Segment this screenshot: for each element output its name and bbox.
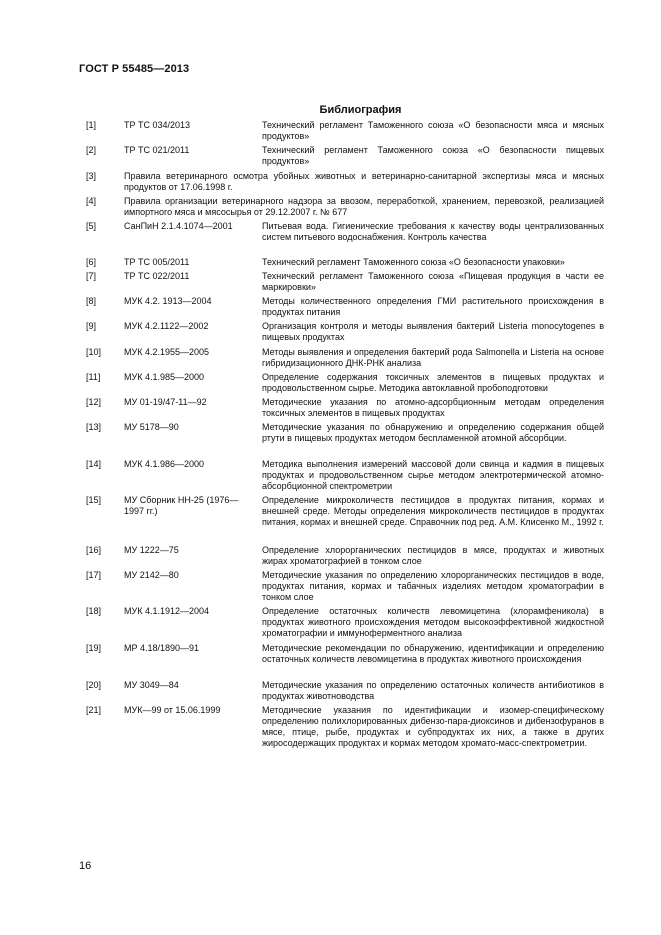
bib-description: Технический регламент Таможенного союза «О безопасности мяса и мясных продуктов» bbox=[262, 120, 604, 141]
bib-description: Организация контроля и методы выявления бактерий Listeria monocytogenes в пищевых продуктах bbox=[262, 321, 604, 342]
bib-number: [4] bbox=[86, 196, 97, 206]
bib-number: [6] bbox=[86, 257, 97, 267]
bib-code: МУК 4.1.986—2000 bbox=[124, 459, 205, 469]
bib-code: МР 4.18/1890—91 bbox=[124, 643, 200, 653]
bib-description: Определение хлорорганических пестицидов в мясе, продуктах и животных жирах хроматографией в тонком слое bbox=[262, 545, 604, 566]
bib-description: Технический регламент Таможенного союза «О безопасности упаковки» bbox=[262, 257, 565, 267]
bib-number: [13] bbox=[86, 422, 102, 432]
bib-code: ТР ТС 021/2011 bbox=[124, 145, 190, 155]
bib-code: МУК 4.2.1122—2002 bbox=[124, 321, 209, 331]
bib-number: [7] bbox=[86, 271, 97, 281]
bib-number: [5] bbox=[86, 221, 97, 231]
bib-description: Методы выявления и определения бактерий рода Salmonella и Listeria на основе гибридизационного ДНК-РНК анализа bbox=[262, 347, 604, 368]
bib-number: [3] bbox=[86, 171, 97, 181]
bib-code: МУК 4.1.1912—2004 bbox=[124, 606, 210, 616]
bib-number: [14] bbox=[86, 459, 102, 469]
bib-description: Питьевая вода. Гигиенические требования к качеству воды централизованных систем питьевого водоснабжения. Контроль качества bbox=[262, 221, 604, 242]
bib-code: МУК 4.1.985—2000 bbox=[124, 372, 205, 382]
bib-number: [9] bbox=[86, 321, 97, 331]
bib-description: Методические рекомендации по обнаружению, идентификации и определению остаточных количеств левомицетина в продуктах животного происхождения bbox=[262, 643, 604, 664]
bib-number: [19] bbox=[86, 643, 102, 653]
bib-number: [12] bbox=[86, 397, 102, 407]
bib-number: [15] bbox=[86, 495, 102, 505]
bib-description: Методические указания по определению хлорорганических пестицидов в воде, продуктах питания, кормах и табачных изделиях методом хроматографии в тонком слое bbox=[262, 570, 604, 602]
bib-number: [21] bbox=[86, 705, 102, 715]
bib-code: СанПиН 2.1.4.1074—2001 bbox=[124, 221, 233, 231]
bib-number: [18] bbox=[86, 606, 102, 616]
bib-code: МУК 4.2. 1913—2004 bbox=[124, 296, 212, 306]
bib-description: Методические указания по атомно-адсорбционным методам определения токсичных элементов в пищевых продуктах bbox=[262, 397, 604, 418]
bib-description: Методика выполнения измерений массовой доли свинца и кадмия в пищевых продуктах и продовольственном сырье методом электротермической атомно-абсорбционной спектрометрии bbox=[262, 459, 604, 491]
standard-header: ГОСТ Р 55485—2013 bbox=[79, 63, 190, 75]
bib-code: МУ 01-19/47-11—92 bbox=[124, 397, 207, 407]
bib-description: Методы количественного определения ГМИ растительного происхождения в продуктах питания bbox=[262, 296, 604, 317]
bib-number: [1] bbox=[86, 120, 97, 130]
bib-description: Правила ветеринарного осмотра убойных животных и ветеринарно-санитарной экспертизы мяса и мясных продуктов от 17.06.1998 г. bbox=[124, 171, 604, 192]
bib-number: [2] bbox=[86, 145, 97, 155]
bib-description: Определение остаточных количеств левомицетина (хлорамфеникола) в продуктах животного происхождения методом высокоэффективной жидкостной хроматографии и иммуноферментного анализа bbox=[262, 606, 604, 638]
bib-description: Технический регламент Таможенного союза «О безопасности пищевых продуктов» bbox=[262, 145, 604, 166]
bib-number: [16] bbox=[86, 545, 102, 555]
bib-number: [8] bbox=[86, 296, 97, 306]
bib-description: Технический регламент Таможенного союза «Пищевая продукция в части ее маркировки» bbox=[262, 271, 604, 292]
bib-description: Методические указания по обнаружению и определению содержания общей ртути в пищевых продуктах методом беспламенной атомной абсорбции. bbox=[262, 422, 604, 443]
bib-code: МУК—99 от 15.06.1999 bbox=[124, 705, 221, 715]
bib-code: МУК 4.2.1955—2005 bbox=[124, 347, 210, 357]
bib-code: МУ 2142—80 bbox=[124, 570, 179, 580]
bib-number: [10] bbox=[86, 347, 102, 357]
bib-code: МУ Сборник НН-25 (1976—1997 гг.) bbox=[124, 495, 239, 516]
page-number: 16 bbox=[79, 860, 92, 872]
bib-code: ТР ТС 022/2011 bbox=[124, 271, 190, 281]
bib-number: [20] bbox=[86, 680, 102, 690]
page-title-text: Библиография bbox=[319, 104, 402, 116]
bib-code: МУ 3049—84 bbox=[124, 680, 179, 690]
bib-description: Определение содержания токсичных элементов в пищевых продуктах и продовольственном сырье. Методика автоклавной пробоподготовки bbox=[262, 372, 604, 393]
bib-description: Определение микроколичеств пестицидов в продуктах питания, кормах и внешней среде. Методы определения микроколичеств пестицидов в продуктах питания, кормах и внешней среде. Справочник под ред. А.М. Клисенко М., 1992 г. bbox=[262, 495, 604, 527]
bib-description: Методические указания по идентификации и изомер-специфическому определению полихлорированных дибензо-пара-диоксинов и дибензофуранов в мясе, птице, рыбе, продуктах и субпродуктах их них, а также в других жиросодержащих продуктах и кормах методом хромато-масс-спектрометрии. bbox=[262, 705, 604, 748]
bib-code: МУ 5178—90 bbox=[124, 422, 179, 432]
bib-code: МУ 1222—75 bbox=[124, 545, 179, 555]
bib-description: Методические указания по определению остаточных количеств антибиотиков в продуктах животноводства bbox=[262, 680, 604, 701]
bib-number: [17] bbox=[86, 570, 102, 580]
bib-description: Правила организации ветеринарного надзора за ввозом, переработкой, хранением, перевозкой, реализацией импортного мяса и мясосырья от 29.12.2007 г. № 677 bbox=[124, 196, 604, 217]
bib-number: [11] bbox=[86, 372, 101, 382]
bib-code: ТР ТС 005/2011 bbox=[124, 257, 190, 267]
bib-code: ТР ТС 034/2013 bbox=[124, 120, 191, 130]
